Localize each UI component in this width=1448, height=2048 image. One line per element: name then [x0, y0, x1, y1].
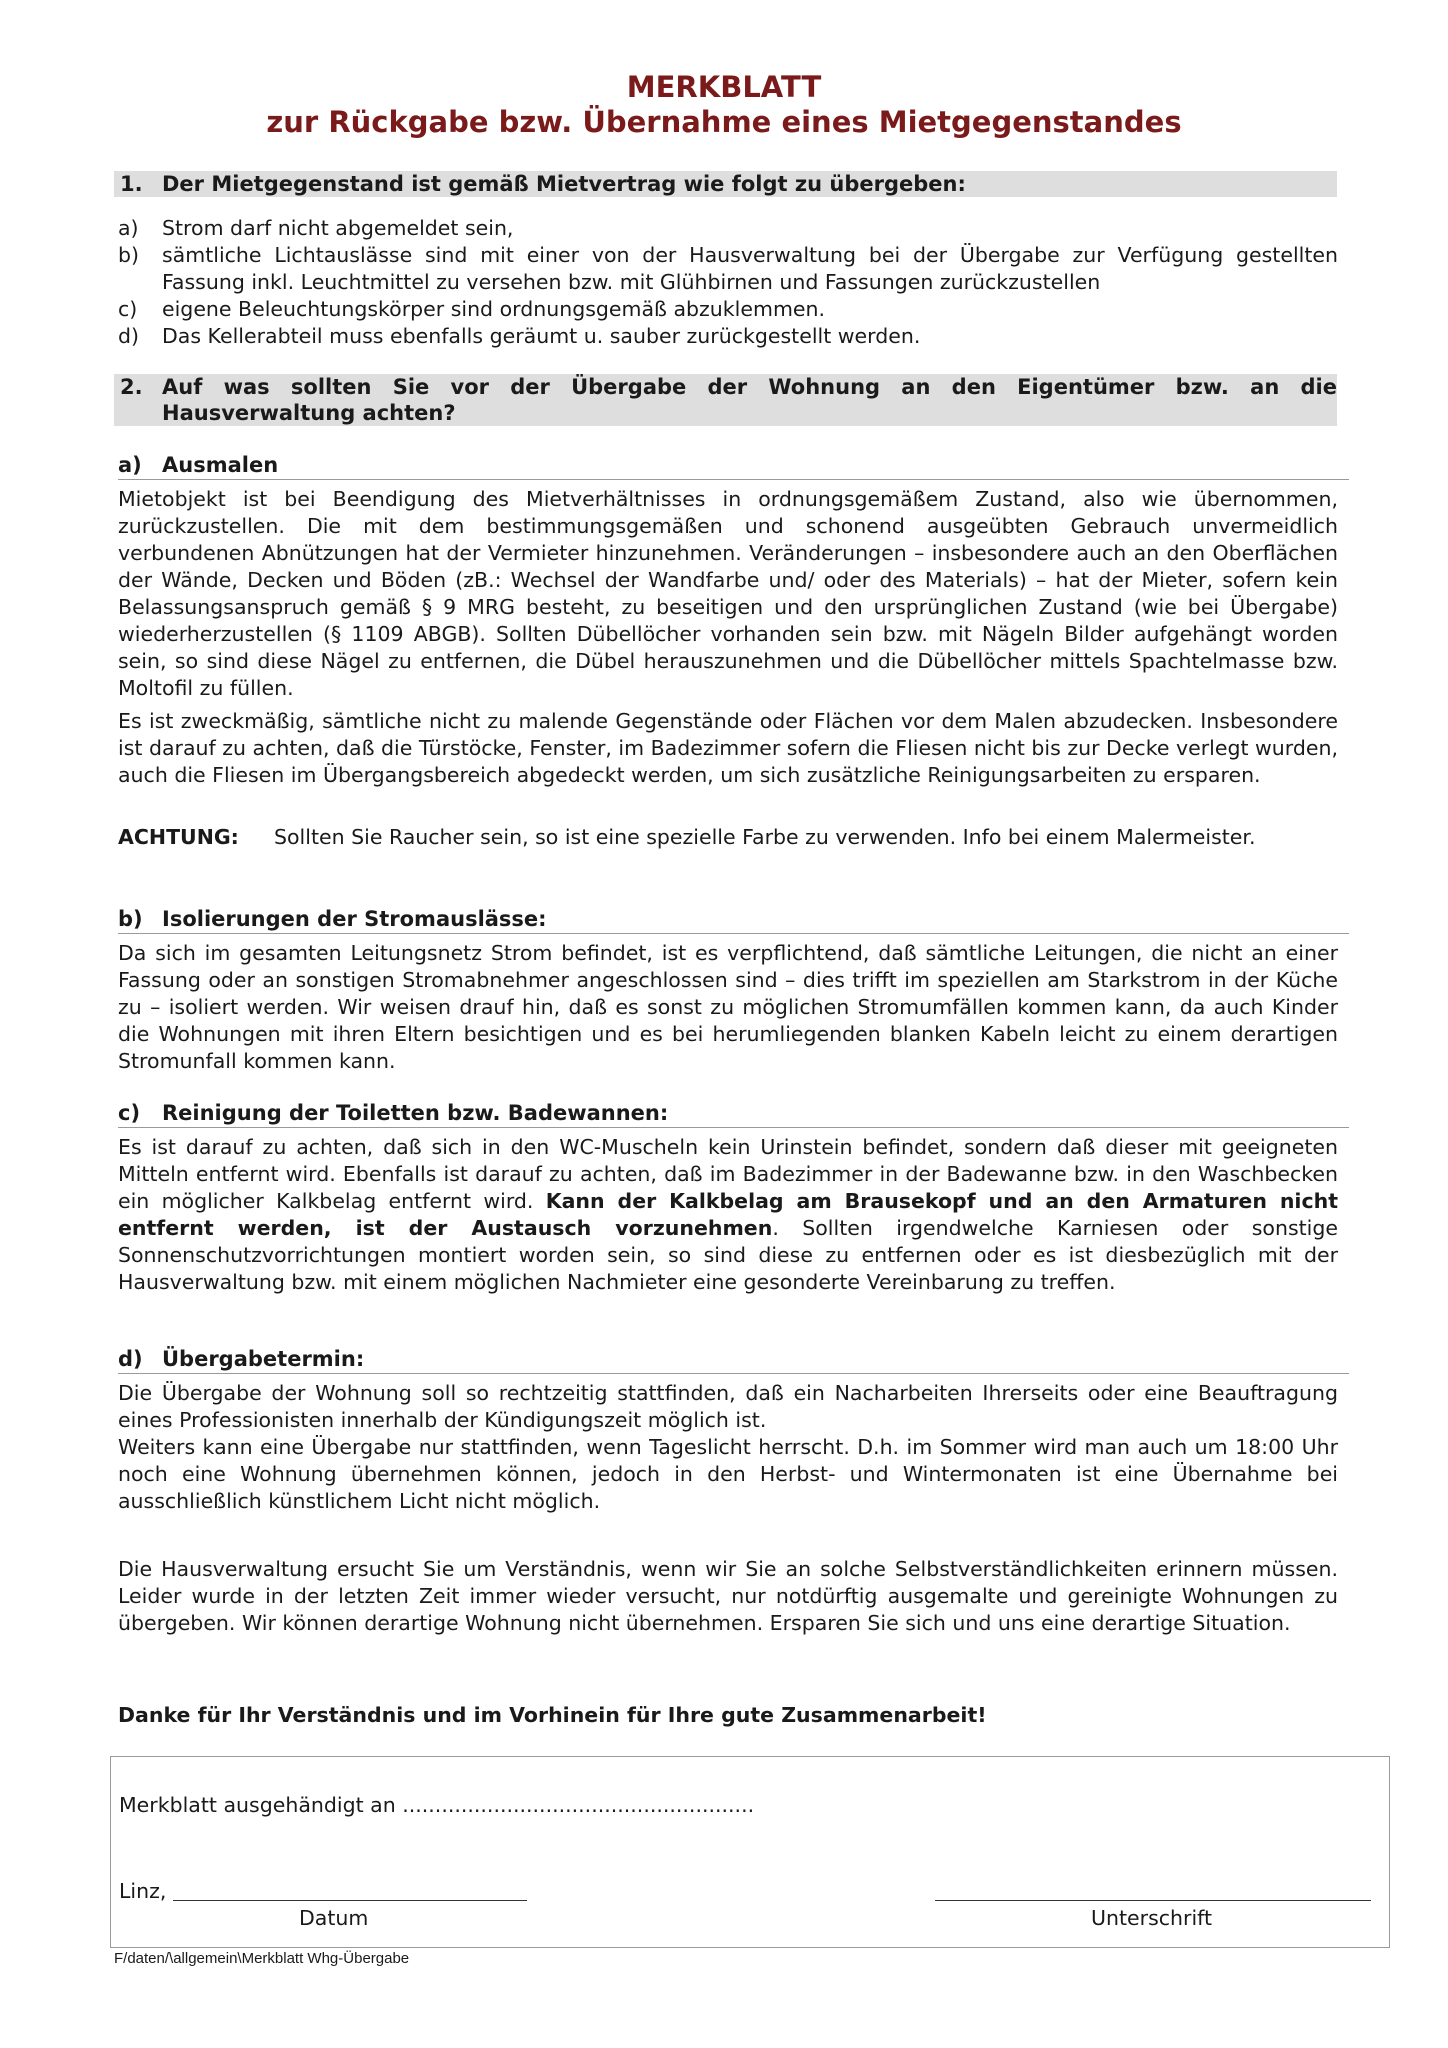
list-item: b) sämtliche Lichtauslässe sind mit einer von der Hausverwaltung bei der Übergabe zur Verfügung gestellten Fassung inkl. Leuchtmittel zu versehen bzw. mit Glühbirnen und Fassungen zurückzustellen — [118, 243, 1338, 294]
date-label: Datum — [299, 1906, 369, 1930]
subsection-b-heading: b) Isolierungen der Stromauslässe: — [118, 906, 1349, 934]
file-path-footer: F/daten/\allgemein\Merkblatt Whg-Übergabe — [114, 1950, 410, 1967]
document-subtitle: zur Rückgabe bzw. Übernahme eines Mietgegenstandes — [266, 105, 1182, 139]
subsection-c-heading: c) Reinigung der Toiletten bzw. Badewannen: — [118, 1100, 1349, 1128]
achtung-text: Sollten Sie Raucher sein, so ist eine spezielle Farbe zu verwenden. Info bei einem Malermeister. — [274, 825, 1256, 849]
signature-label: Unterschrift — [1091, 1906, 1213, 1930]
signature-line — [935, 1900, 1371, 1901]
achtung-label: ACHTUNG: — [118, 825, 239, 849]
closing-paragraph: Die Hausverwaltung ersucht Sie um Verständnis, wenn wir Sie an solche Selbstverständlichkeiten erinnern müssen. Leider wurde in der letzten Zeit immer wieder versucht, nur notdürftig ausgemalte und gereinigte Wohnungen zu übergeben. Wir können derartige Wohnung nicht übernehmen. Ersparen Sie sich und uns eine derartige Situation. — [118, 1557, 1338, 1635]
section-2-number: 2. — [120, 375, 143, 399]
thanks-line: Danke für Ihr Verständnis und im Vorhinein für Ihre gute Zusammenarbeit! — [118, 1703, 987, 1727]
handed-out-field: Merkblatt ausgehändigt an ...................................................... — [119, 1793, 755, 1817]
section-2-heading — [114, 374, 1337, 426]
section-2-title: Auf was sollten Sie vor der Übergabe der Wohnung an den Eigentümer bzw. an die Hausverwaltung achten? — [162, 375, 1337, 425]
list-item: a) Strom darf nicht abgemeldet sein, — [118, 216, 514, 240]
subsection-a-paragraph-2: Es ist zweckmäßig, sämtliche nicht zu malende Gegenstände oder Flächen vor dem Malen abzudecken. Insbesondere ist darauf zu achten, daß die Türstöcke, Fenster, im Badezimmer sofern die Fliesen nicht bis zur Decke verlegt wurden, auch die Fliesen im Übergangsbereich abgedeckt werden, um sich zusätzliche Reinigungsarbeiten zu ersparen. — [118, 709, 1338, 787]
document-title: MERKBLATT — [626, 70, 822, 104]
subsection-a-paragraph-1: Mietobjekt ist bei Beendigung des Mietverhältnisses in ordnungsgemäßem Zustand, also wie übernommen, zurückzustellen. Die mit dem bestimmungsgemäßen und schonend ausgeübten Gebrauch unvermeidlich verbundenen Abnützungen hat der Vermieter hinzunehmen. Veränderungen – insbesondere auch an den Oberflächen der Wände, Decken und Böden (zB.: Wechsel der Wandfarbe und/ oder des Materials) – hat der Mieter, sofern kein Belassungsanspruch gemäß § 9 MRG besteht, zu beseitigen und den ursprünglichen Zustand (wie bei Übergabe) wiederherzustellen (§ 1109 ABGB). Sollten Dübellöcher vorhanden sein bzw. mit Nägeln Bilder aufgehängt worden sein, so sind diese Nägel zu entfernen, die Dübel herauszunehmen und die Dübellöcher mittels Spachtelmasse bzw. Moltofil zu füllen. — [118, 487, 1338, 700]
section-1-heading — [114, 171, 1337, 197]
subsection-c-paragraph: Es ist darauf zu achten, daß sich in den WC-Muscheln kein Urinstein befindet, sondern daß dieser mit geeigneten Mitteln entfernt wird. Ebenfalls ist darauf zu achten, daß im Badezimmer in der Badewanne bzw. in den Waschbecken ein möglicher Kalkbelag entfernt wird. Kann der Kalkbelag am Brausekopf und an den Armaturen nicht entfernt werden, ist der Austausch vorzunehmen. Sollten irgendwelche Karniesen oder sonstige Sonnenschutzvorrichtungen montiert worden sein, so sind diese zu entfernen oder es ist diesbezüglich mit der Hausverwaltung bzw. mit einem möglichen Nachmieter eine gesonderte Vereinbarung zu treffen. — [118, 1135, 1338, 1294]
subsection-d-heading: d) Übergabetermin: — [118, 1346, 1349, 1374]
section-1-title: Der Mietgegenstand ist gemäß Mietvertrag wie folgt zu übergeben: — [162, 172, 966, 196]
list-item: d) Das Kellerabteil muss ebenfalls geräumt u. sauber zurückgestellt werden. — [118, 324, 921, 348]
date-line — [173, 1900, 527, 1901]
section-1-list — [118, 215, 1338, 350]
subsection-b-paragraph: Da sich im gesamten Leitungsnetz Strom befindet, ist es verpflichtend, daß sämtliche Leitungen, die nicht an einer Fassung oder an sonstigen Stromabnehmer angeschlossen sind – dies trifft im speziellen am Starkstrom in der Küche zu – isoliert werden. Wir weisen drauf hin, daß es sonst zu möglichen Stromumfällen kommen kann, da auch Kinder die Wohnungen mit ihren Eltern besichtigen und es bei herumliegenden blanken Kabeln leicht zu einem derartigen Stromunfall kommen kann. — [118, 941, 1338, 1073]
subsection-a-heading: a) Ausmalen — [118, 452, 1349, 480]
place-label: Linz, — [119, 1879, 167, 1903]
list-item: c) eigene Beleuchtungskörper sind ordnungsgemäß abzuklemmen. — [118, 297, 826, 321]
bold-emphasis: Kann der Kalkbelag am Brausekopf und an den Armaturen nicht entfernt werden, ist der Austausch vorzunehmen — [118, 1189, 1338, 1240]
subsection-d-paragraph: Die Übergabe der Wohnung soll so rechtzeitig stattfinden, daß ein Nacharbeiten Ihrerseits oder eine Beauftragung eines Professionisten innerhalb der Kündigungszeit möglich ist. Weiters kann eine Übergabe nur stattfinden, wenn Tageslicht herrscht. D.h. im Sommer wird man auch um 18:00 Uhr noch eine Wohnung übernehmen können, jedoch in den Herbst- und Wintermonaten ist eine Übernahme bei ausschließlich künstlichem Licht nicht möglich. — [118, 1381, 1338, 1513]
section-1-number: 1. — [120, 172, 143, 196]
signature-box — [110, 1756, 1390, 1948]
